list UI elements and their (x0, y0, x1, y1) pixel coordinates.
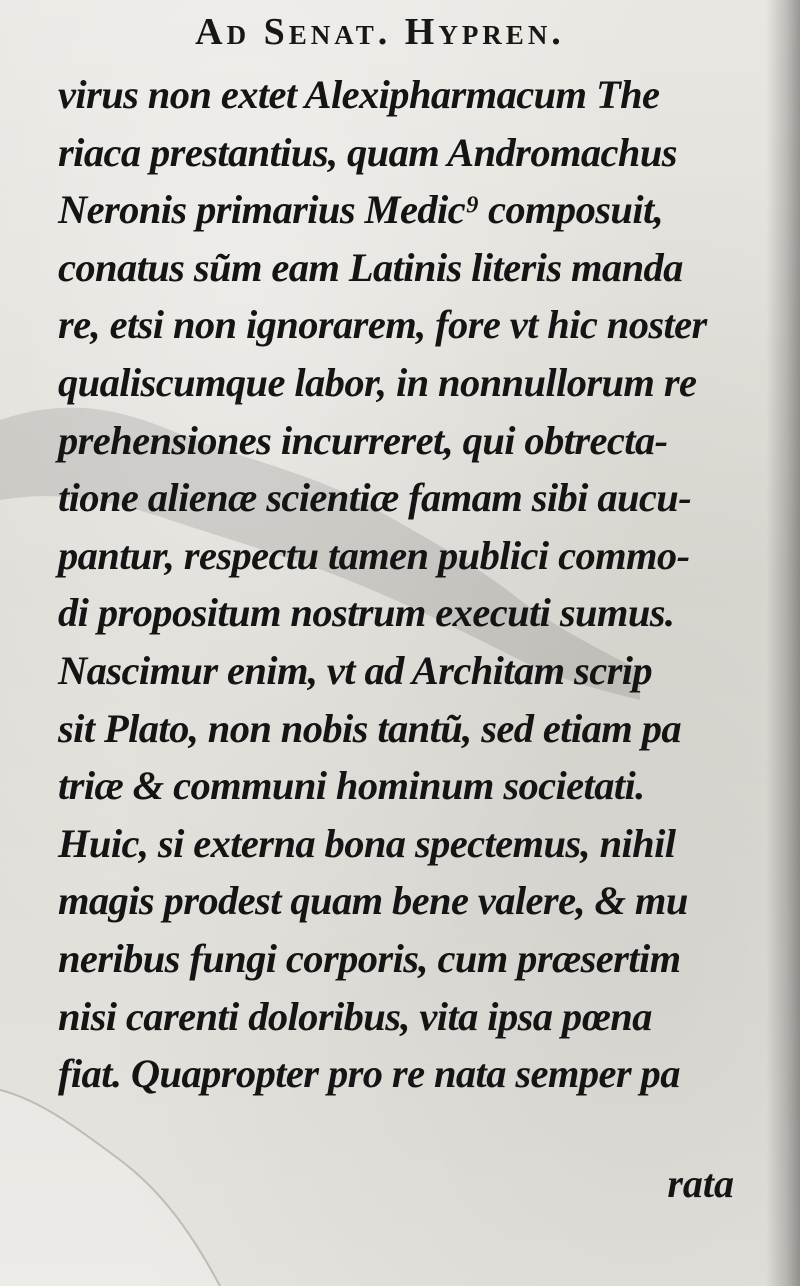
text-line: pantur, respectu tamen publici commo- (58, 532, 690, 578)
text-line: qualiscumque labor, in nonnullorum re (58, 359, 697, 405)
running-header: Ad Senat. Hypren. (195, 11, 565, 53)
text-line: riaca prestantius, quam Andromachus (58, 129, 677, 175)
text-line: fiat. Quapropter pro re nata semper pa (58, 1051, 680, 1097)
text-line: Nascimur enim, vt ad Architam scrip (58, 647, 653, 693)
text-line: di propositum nostrum executi sumus. (58, 590, 675, 636)
text-line: virus non extet Alexipharmacum The (58, 72, 660, 117)
text-line: triæ & communi hominum societati. (58, 763, 645, 809)
text-line: prehensiones incurreret, qui obtrecta- (58, 417, 668, 463)
text-line: nisi carenti doloribus, vita ipsa pœna (58, 993, 652, 1039)
text-line: conatus sũm eam Latinis literis manda (58, 244, 683, 290)
text-line: neribus fungi corporis, cum præsertim (58, 935, 681, 981)
text-line: sit Plato, non nobis tantũ, sed etiam pa (58, 705, 681, 751)
text-line: magis prodest quam bene valere, & mu (58, 878, 688, 924)
text-line: Huic, si externa bona spectemus, nihil (58, 820, 676, 866)
text-line: Neronis primarius Medic⁹ composuit, (58, 187, 664, 233)
catchword: rata (667, 1161, 734, 1206)
page-edge-shadow (766, 0, 800, 1286)
text-line: re, etsi non ignorarem, fore vt hic noster (58, 302, 707, 348)
text-line: tione alienæ scientiæ famam sibi aucu- (58, 475, 692, 521)
body-text (58, 66, 738, 1103)
